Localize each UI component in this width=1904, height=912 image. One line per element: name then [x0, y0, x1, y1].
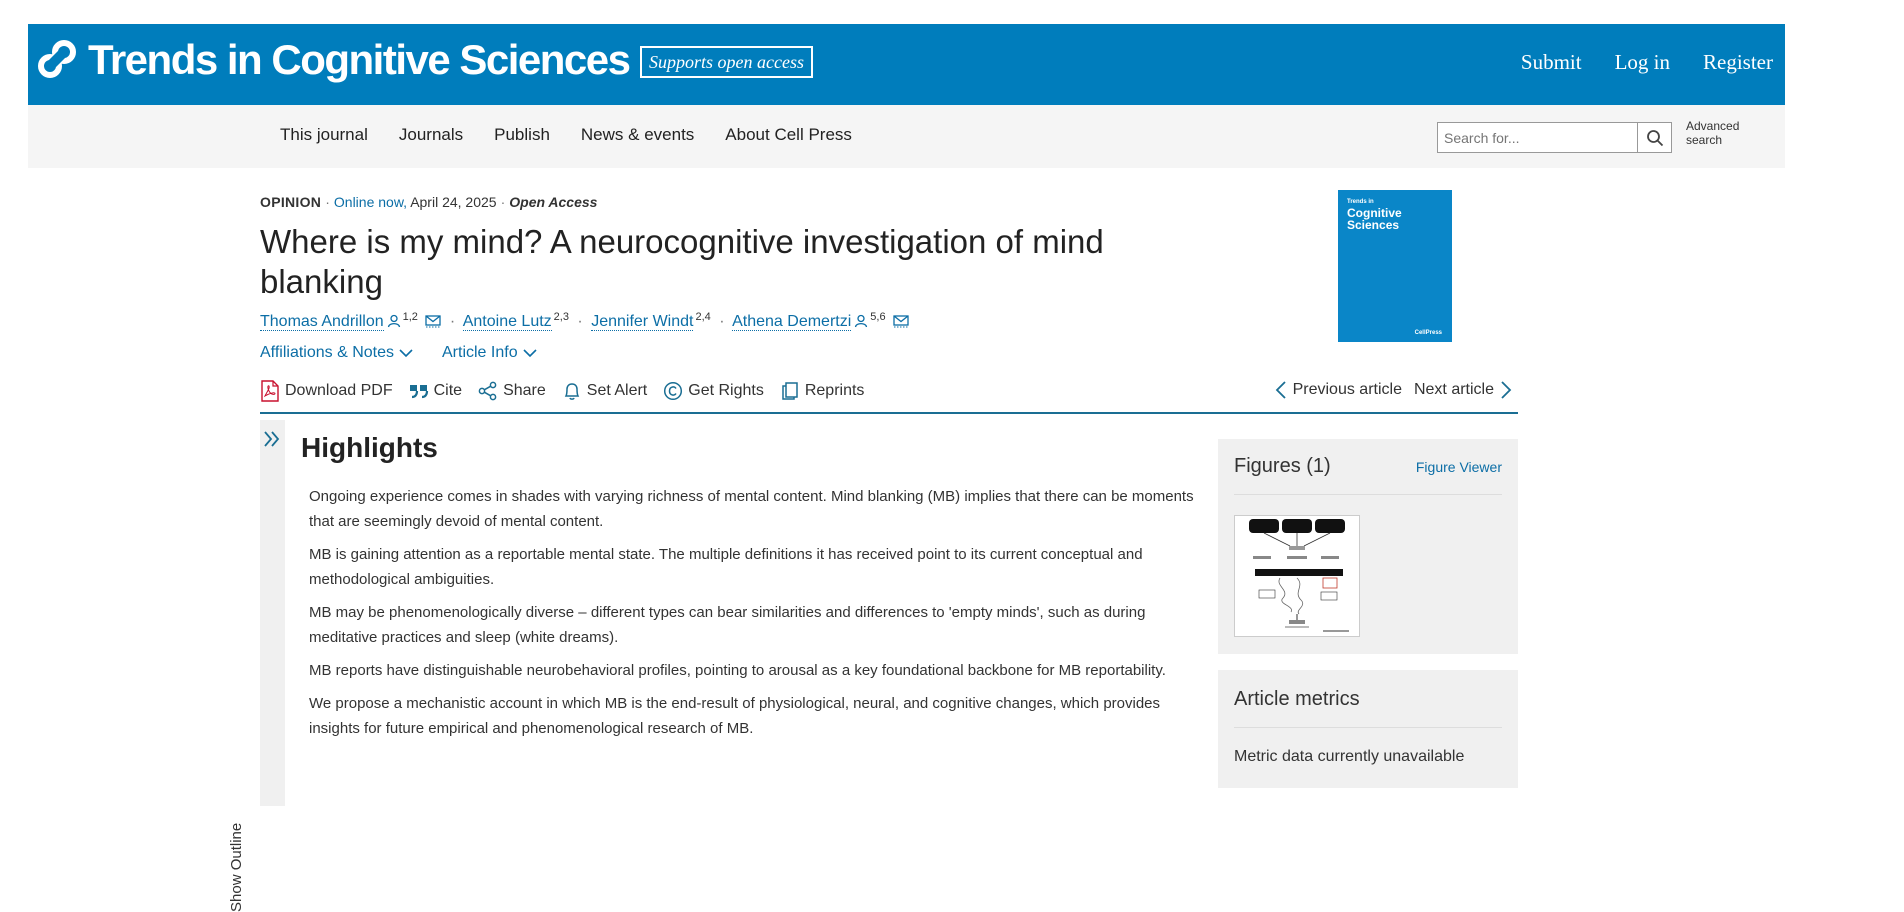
email-icon[interactable]: [893, 314, 909, 328]
quote-icon: [409, 383, 429, 399]
download-pdf-button[interactable]: Download PDF: [260, 380, 393, 402]
double-chevron-right-icon: [262, 430, 282, 448]
cell-press-logo-icon[interactable]: [36, 36, 78, 86]
author-link[interactable]: Antoine Lutz: [462, 313, 552, 331]
search-field: [1437, 122, 1637, 153]
show-outline-label: Show Outline: [228, 822, 245, 912]
highlight-item: MB is gaining attention as a reportable mental state. The multiple definitions it has received point to its current conceptual and methodological ambiguities.: [309, 546, 1143, 588]
person-icon[interactable]: [387, 314, 401, 328]
article-title: Where is my mind? A neurocognitive investigation of mind blanking: [260, 223, 1104, 300]
publication-date: April 24, 2025: [410, 194, 497, 210]
nav-publish[interactable]: Publish: [494, 125, 550, 144]
author-list: Thomas Andrillon $^{1,2}$ · Antoine Lutz $^{2,3}$ · Jennifer Windt $^{2,4}$ · Athena Demertzi $^{5,6}$: [260, 311, 909, 331]
nav-news-events[interactable]: News & events: [580, 125, 695, 144]
nav-journals[interactable]: Journals: [398, 125, 464, 144]
chevron-left-icon: [1275, 380, 1287, 400]
share-icon: [478, 381, 498, 401]
figure-diagram-icon: [1235, 516, 1359, 636]
figure-viewer-link[interactable]: Figure Viewer: [1415, 459, 1502, 475]
bell-icon: [562, 381, 582, 401]
article-type: OPINION: [260, 194, 322, 210]
set-alert-button[interactable]: Set Alert: [562, 380, 647, 402]
affiliations-toggle[interactable]: Affiliations & Notes: [260, 344, 414, 362]
email-icon[interactable]: [425, 314, 441, 328]
previous-article-link[interactable]: Previous article: [1275, 380, 1402, 400]
share-button[interactable]: Share: [478, 380, 546, 402]
account-links: [1521, 46, 1773, 78]
author-link[interactable]: Thomas Andrillon: [260, 313, 384, 331]
person-icon[interactable]: [854, 314, 868, 328]
search-icon: [1646, 129, 1664, 147]
article-metrics-heading: Article metrics: [1234, 688, 1360, 710]
highlights-heading: Highlights: [301, 432, 438, 463]
search-button[interactable]: [1637, 122, 1672, 153]
author-link[interactable]: Jennifer Windt: [591, 313, 694, 331]
article-info-toggle[interactable]: Article Info: [442, 344, 538, 362]
copyright-icon: [663, 381, 683, 401]
highlight-item: MB may be phenomenologically diverse – different types can bear similarities and differences to 'empty minds', such as during meditative practices and sleep (white dreams).: [309, 604, 1146, 646]
journal-title[interactable]: Trends in Cognitive Sciences: [88, 36, 630, 83]
online-now-link[interactable]: Online now,: [333, 194, 408, 210]
main-nav: [28, 105, 1785, 168]
submit-link[interactable]: Submit: [1520, 50, 1582, 74]
figures-panel: [1218, 439, 1518, 654]
nav-about-cell-press[interactable]: About Cell Press: [725, 125, 852, 144]
chevron-down-icon: [522, 348, 538, 358]
metrics-message: Metric data currently unavailable: [1234, 748, 1465, 765]
next-article-link[interactable]: Next article: [1414, 380, 1512, 400]
cite-button[interactable]: Cite: [409, 380, 462, 402]
article-details-toggles: [260, 344, 538, 362]
journal-cover-image[interactable]: Trends in Cognitive Sciences CellPress: [1338, 190, 1452, 342]
pdf-icon: [260, 380, 280, 402]
highlight-item: MB reports have distinguishable neurobehavioral profiles, pointing to arousal as a key foundational backbone for MB reportability.: [309, 662, 1166, 679]
article-metrics-panel: [1218, 670, 1518, 788]
register-link[interactable]: Register: [1703, 50, 1773, 74]
article-pager: [1275, 380, 1512, 400]
login-link[interactable]: Log in: [1614, 50, 1671, 74]
open-access-label: Open Access: [509, 194, 598, 210]
article-toolbar: [260, 380, 1518, 414]
open-access-badge[interactable]: Supports open access: [640, 46, 813, 78]
nav-this-journal[interactable]: This journal: [280, 125, 368, 144]
search-input[interactable]: [1438, 123, 1637, 152]
advanced-search-link[interactable]: Advanced search: [1686, 119, 1740, 147]
get-rights-button[interactable]: Get Rights: [663, 380, 764, 402]
author-link[interactable]: Athena Demertzi: [732, 313, 852, 331]
show-outline-tab[interactable]: [228, 420, 285, 912]
highlights-list: [309, 484, 1214, 749]
reprints-icon: [780, 381, 800, 401]
chevron-right-icon: [1500, 380, 1512, 400]
article-meta: OPINION · Online now, April 24, 2025 · Open Access: [260, 194, 598, 210]
chevron-down-icon: [398, 348, 414, 358]
figures-heading: Figures (1): [1234, 455, 1331, 477]
figure-thumbnail[interactable]: [1234, 515, 1360, 637]
highlight-item: We propose a mechanistic account in which MB is the end-result of physiological, neural, and cognitive changes, which provides insights for future empirical and phenomenological research of MB.: [309, 695, 1161, 737]
reprints-button[interactable]: Reprints: [780, 380, 865, 402]
journal-header: [28, 24, 1785, 105]
highlight-item: Ongoing experience comes in shades with varying richness of mental content. Mind blanking (MB) implies that there can be moments that are seemingly devoid of mental content.: [309, 488, 1194, 530]
